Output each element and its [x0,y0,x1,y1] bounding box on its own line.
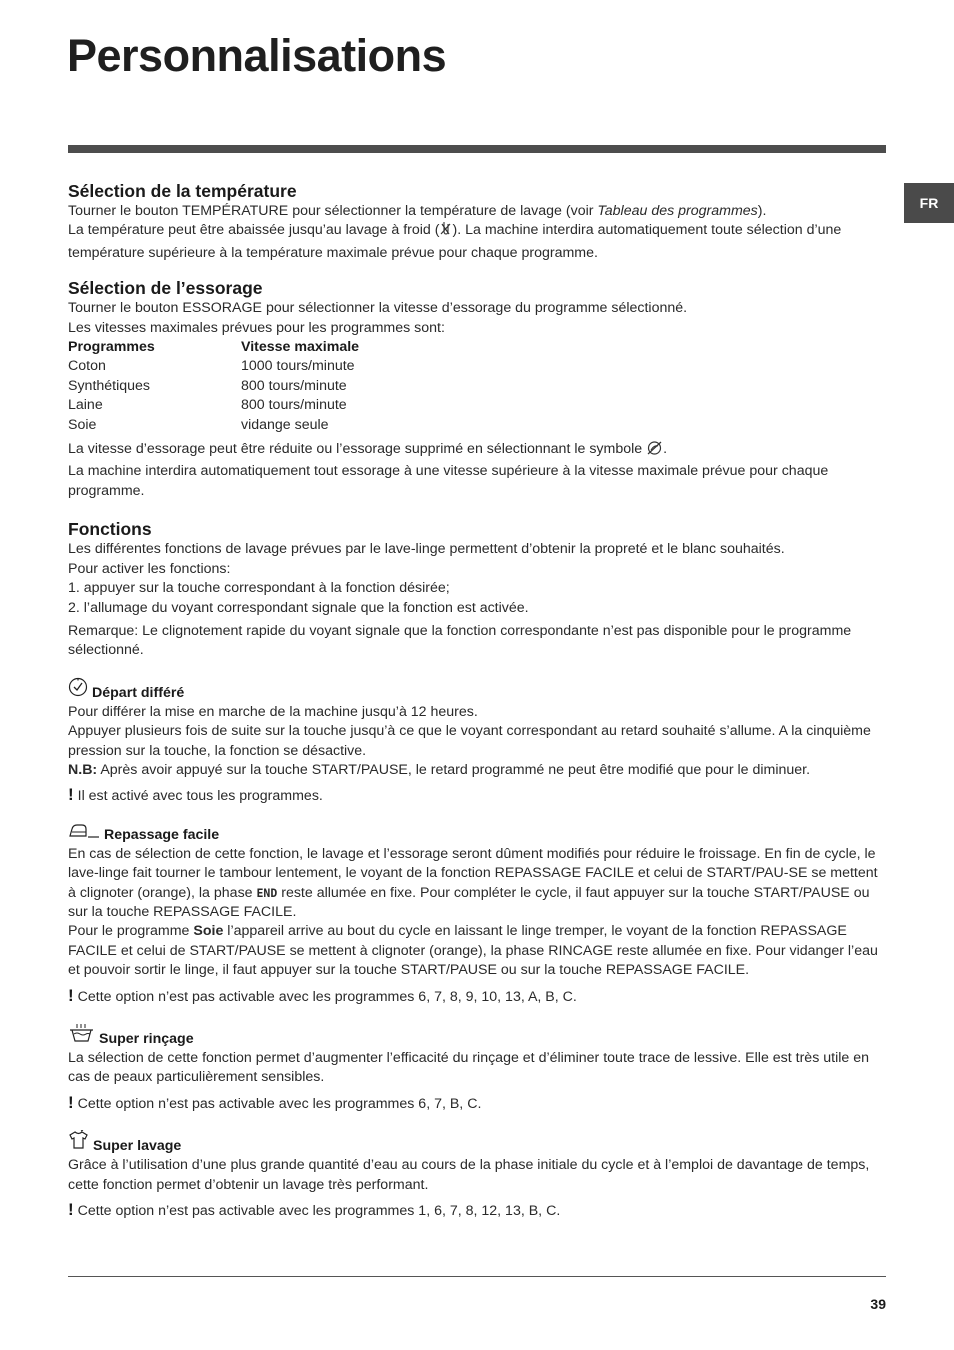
warning-mark: ! [68,985,74,1005]
cold-wash-icon [439,221,452,243]
spin-note-2: La machine interdira automatiquement tout essorage à une vitesse supérieure à la vitesse maximale prévue pour chaque programme. [68,463,829,499]
spin-speed-table [68,338,359,435]
ironing-paragraph-1: En cas de sélection de cette fonction, le lavage et l’essorage seront dûment modifiés pour réduire le froissage. En fin de cycle, le lave-linge fait tourner le tambour lentement, le voyant de la fonction REPASSAGE FACILE et celui de START/PAU-SE se mettent à clignoter (orange), la phase END reste allumée en fixe. Pour compléter le cycle, il faut appuyer sur la touche START/PAUSE ou sur la touche REPASSAGE FACILE. [68,845,878,920]
table-cell: Coton [68,358,106,375]
page-title: Personnalisations [67,30,447,81]
delay-paragraph-1: Pour différer la mise en marche de la machine jusqu’à 12 heures. [68,703,478,720]
superwash-warning: ! Cette option n’est pas activable avec les programmes 1, 6, 7, 8, 12, 13, B, C. [68,1200,561,1220]
table-cell: vidange seule [241,416,329,433]
superwash-paragraph-1: Grâce à l’utilisation d’une plus grande quantité d’eau au cours de la phase initiale du cycle et à l’emploi de davantage de temps, cette fonction permet d’obtenir un lavage très performant. [68,1157,870,1193]
table-header-row [68,338,359,357]
spin-note-1: La vitesse d’essorage peut être réduite ou l’essorage supprimé en sélectionnant le symbole . [68,440,888,462]
table-cell: Soie [68,416,97,433]
functions-intro-2: Pour activer les fonctions: [68,560,231,577]
footer-divider [68,1276,886,1277]
ironing-paragraph-2: Pour le programme Soie l’appareil arrive au bout du cycle en laissant le linge tremper, le voyant de la fonction REPASSAGE FACILE et celui de START/PAUSE se mettent à clignoter (orange), la phase RINCAGE reste allumée en fixe. Pour vidanger l’eau et pouvoir sortir le linge, il faut appuyer sur la touche START/PAUSE ou sur la touche REPASSAGE FACILE. [68,923,878,979]
iron-icon [68,823,100,845]
spin-paragraph-1: Tourner le bouton ESSORAGE pour sélectionner la vitesse d’essorage du programme sélectionné. [68,300,688,317]
delay-function-title: Départ différé [68,677,888,703]
functions-remark: Remarque: Le clignotement rapide du voyant signale que la fonction correspondante n’est pas disponible pour le programme sélectionné. [68,622,852,659]
rinse-function-title: Super rinçage [68,1023,888,1049]
ironing-function [68,823,888,1007]
delay-paragraph-2: Appuyer plusieurs fois de suite sur la touche jusqu’à ce que le voyant correspondant au retard souhaité s’allume. A la cinquième pression sur la touche, la fonction se désactive. [68,723,871,759]
header-divider [68,145,886,153]
warning-mark: ! [68,1092,74,1112]
rinse-warning: ! Cette option n’est pas activable avec les programmes 6, 7, B, C. [68,1092,482,1112]
table-cell: Laine [68,397,103,414]
table-header-cell: Programmes [68,339,155,356]
rinse-tub-icon [68,1023,95,1049]
end-phase-symbol: END [256,885,278,900]
table-cell: 800 tours/minute [241,377,347,394]
table-row [68,377,359,396]
rinse-function [68,1023,888,1114]
page-content [68,181,888,1221]
table-cell: 1000 tours/minute [241,358,355,375]
superwash-function [68,1130,888,1221]
table-row [68,416,359,435]
warning-mark: ! [68,1200,74,1220]
functions-section [68,519,888,1221]
spin-section [68,278,888,501]
delay-warning: ! Il est activé avec tous les programmes. [68,785,323,805]
table-cell: Synthétiques [68,377,151,394]
rinse-paragraph-1: La sélection de cette fonction permet d’augmenter l’efficacité du rinçage et d’éliminer toute trace de lessive. Elle est très utile en cas de peaux particulièrement sensibles. [68,1050,869,1086]
temperature-section [68,181,888,263]
table-cell: 800 tours/minute [241,397,347,414]
warning-mark: ! [68,785,74,805]
delay-nb: N.B: Après avoir appuyé sur la touche START/PAUSE, le retard programmé ne peut être modifié que pour le diminuer. [68,761,811,778]
temperature-heading: Sélection de la température [68,181,297,201]
shirt-icon [68,1130,89,1156]
functions-heading: Fonctions [68,519,152,540]
table-header-cell: Vitesse maximale [241,339,360,356]
functions-step-2: 2. l’allumage du voyant correspondant signale que la fonction est activée. [68,599,529,616]
spin-paragraph-2: Les vitesses maximales prévues pour les programmes sont: [68,319,445,336]
page-number: 39 [870,1296,886,1312]
functions-intro-1: Les différentes fonctions de lavage prévues par le lave-linge permettent d’obtenir la propreté et le blanc souhaités. [68,541,785,558]
temperature-paragraph-1: Tourner le bouton TEMPÉRATURE pour sélectionner la température de lavage (voir Tableau des programmes). [68,203,767,219]
spin-heading: Sélection de l’essorage [68,278,263,299]
no-spin-icon [646,440,663,462]
table-row [68,396,359,415]
ironing-function-title: Repassage facile [68,823,888,845]
table-row [68,357,359,376]
clock-check-icon [68,677,88,703]
ironing-warning: ! Cette option n’est pas activable avec les programmes 6, 7, 8, 9, 10, 13, A, B, C. [68,985,577,1005]
temperature-paragraph-2: La température peut être abaissée jusqu’au lavage à froid ( ). La machine interdira automatiquement toute sélection d’une température supérieure à la température maximale prévue pour chaque programme. [68,222,842,261]
superwash-function-title: Super lavage [68,1130,888,1156]
functions-step-1: 1. appuyer sur la touche correspondant à la fonction désirée; [68,580,450,597]
language-tab: FR [904,183,954,223]
delay-function [68,677,888,807]
